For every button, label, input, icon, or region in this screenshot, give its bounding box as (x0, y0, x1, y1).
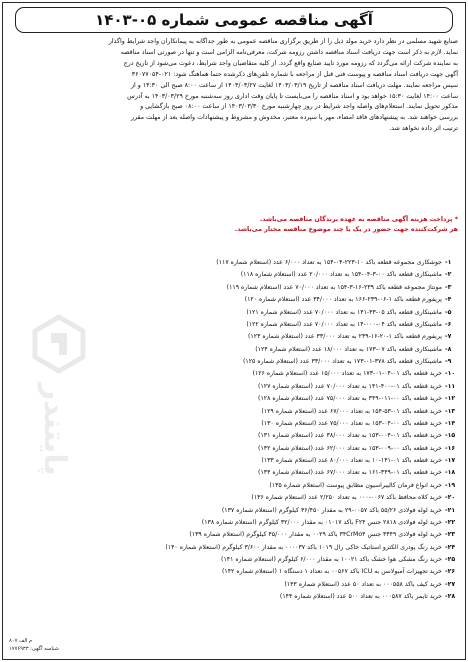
tender-item (73, 406, 457, 418)
tender-item (73, 294, 457, 306)
tender-notice-page (2, 2, 466, 660)
tender-item-number: ۱۷- (445, 457, 456, 464)
intro-line: ترتیب اثر داده نخواهد شد. (389, 125, 458, 133)
tender-item-text: خرید قطعه باکد ۰۰-۰۰۹-۱۵۳ به تعداد ۶۲/۰۰۰ عدد (استعلام شماره ۱۳۲) (258, 444, 442, 452)
intro-line: سپس مراجعه نمایند. مهلت دریافت اسناد مناقصه از تاریخ ۱۴۰۳/۰۳/۱۹ لغایت ۱۴۰۳/۰۳/۲۷ از ساعت ۸:۰۰ صبح الی ۱۴:۳۰ و از (130, 81, 458, 89)
tender-item-number: ۵- (445, 308, 452, 316)
tender-item-number: ۱۶- (445, 444, 456, 452)
note-cost: * پرداخت هزینه آگهی مناقصه به عهده برندگان مناقصه می‌باشد. (259, 216, 458, 223)
footer-ad-id: شناسه آگهی: ۱۷۷۶۹۳۳ (9, 646, 59, 652)
intro-paragraph (10, 37, 458, 135)
tender-item-text: خرید قطعه باکد ۰۰-۰۱۱-۳۴۹ به تعداد ۷۵/۰۰۰ عدد (استعلام شماره ۱۲۸) (258, 395, 442, 403)
tender-item-number: ۲- (445, 271, 452, 279)
tender-item-text: خرید رنگ پودری الکترو استاتیک خاکی رال ۱۰۱۹ باکد ۰۰۰۰۳۷ به مقدار ۳/۶۰۰ کیلوگرم (استعلام شماره ۱۴۰) (165, 543, 442, 551)
tender-item-text: خرید رنگ مشکی هوا خشک باکد ۱۰۰۲۱ به مقدار ۶/۰۰۰ کیلوگرم (استعلام شماره ۱۴۱) (221, 556, 442, 563)
tender-item-text: خرید لوله فولادی ۳۴۴۹ جنس ۳۴CrMo۴ باکد ۰۰۲۹ به مقدار ۴۵/۰۰۰ کیلوگرم (استعلام شماره ۱۳۹) (189, 531, 442, 539)
tender-item-number: ۱۵- (445, 432, 456, 440)
notice-title-box (15, 7, 453, 33)
tender-item-number: ۱۴- (445, 419, 456, 427)
tender-item-text: خرید تایمر باکد ۰۰۰۵۸۷ به تعداد ۵۰۰ عدد (استعلام شماره ۱۴۴) (279, 593, 442, 601)
notice-title: آگهی مناقصه عمومی شماره ۰۵-۱۴۰۳ (95, 11, 373, 29)
tender-item (73, 467, 457, 479)
tender-item-number: ۲۵- (445, 556, 456, 563)
tender-item (73, 455, 457, 467)
footer-ref-number: م الف ۸۰۷ (9, 638, 33, 644)
tender-item (73, 430, 457, 442)
tender-item-text: خرید لوله فولادی ۲۸۱۸ جنس F۲۴ باکد ۰۱۰۱۷ به مقدار ۳۲/۰۰۰ کیلوگرم (استعلام شماره ۱۳۸) (201, 518, 442, 526)
tender-item-number: ۲۶- (445, 568, 456, 576)
tender-item-number: ۲۸- (445, 593, 456, 601)
tender-item-text: خرید قطعه باکد ۰۱-۵۳-۱۵۴ به تعداد ۶۷/۰۰۰ عدد (استعلام شماره ۱۲۹) (261, 407, 442, 415)
tender-item-number: ۲۲- (445, 518, 456, 526)
tender-item-text: ماشینکاری قطعه باکد ۰۴-۰۰۰-۱۴ به تعداد ۷۰/۰۰۰ عدد (استعلام شماره ۱۲۲) (246, 320, 442, 328)
tender-item-text: خرید قطعه باکد ۰۱-۱۴۱-۱۰ به تعداد ۸۰/۰۰۰ عدد (استعلام شماره ۱۳۳) (261, 457, 442, 464)
tender-item-text: خرید انواع فرمان کالیبراسیون مطابق پیوست (استعلام شماره ۱۳۵) (269, 481, 442, 489)
intro-line: صنایع شهید مسلمی در نظر دارد خرید مولد ذیل را از طریق برگزاری مناقصه عمومی به طور جداگانه به پیمانکاران واجد شرایط واگذار (108, 38, 458, 45)
tender-item-text: ماشینکاری قطعه باکد ۰۵-۳۳-۱۴۱ به تعداد ۷۰/۰۰۰ عدد (استعلام شماره ۱۲۱) (246, 308, 442, 316)
intro-line: بررسی خواهند شد. به پیشنهادهای فاقد امضاء، مهر یا سپرده معتبر، مخدوش و مشروط و پیشنهادات واصله بعد از مهلت مقرر (130, 114, 458, 122)
tender-item-number: ۱- (445, 259, 452, 266)
intro-line: ساعت ۱۴:۰۰ لغایت ۱۵:۳۰ خواهد بود و اسناد مناقصه را می‌بایست تا پایان وقت اداری روز سه‌شنبه مورخ ۱۴۰۳/۰۳/۲۹ به آدرس (127, 92, 458, 100)
watermark-text: پایتندر (37, 383, 72, 476)
notes (10, 215, 458, 236)
tender-item-number: ۲۱- (445, 506, 456, 514)
tender-item-text: خرید قطعه باکد ۰۰-۰۴-۱۵۳ به تعداد ۷۵/۰۰۰ عدد (استعلام شماره ۱۳۰) (261, 419, 442, 427)
tender-item-text: خرید قطعه باکد ۰۱-۳۴۹-۱۶۱ به تعداد ۶۷/۰۰۰ عدد (استعلام شماره ۱۳۴) (258, 469, 442, 477)
tender-item (73, 393, 457, 405)
tender-item-text: جوشکاری مجموعه قطعه باکد ۱۰-۲۲۳-۰۴-۱۵۴ به تعداد ۶/۰۰۰ عدد (استعلام شماره ۱۱۷) (216, 259, 442, 266)
tender-item-text: پریفورم قطعه باکد ۱-۲۰-۱۶-۲۳۹ به تعداد ۳۳/۰۰۰ عدد (استعلام شماره ۱۲۳) (248, 333, 442, 341)
note-participation: هر شرکت‌کننده جهت حضور در یک یا چند موضوع مناقصه مختار می‌باشد. (234, 226, 458, 234)
tender-item (73, 505, 457, 517)
tender-item-number: ۴- (445, 296, 452, 304)
tender-item (73, 517, 457, 529)
notice-footer (9, 637, 59, 653)
tender-item (73, 381, 457, 393)
tender-item-text: خرید کیف باکد ۰۰۰۵۵۸ به تعداد ۵۰ عدد (استعلام شماره ۱۴۳) (284, 580, 442, 588)
tender-item-number: ۱۱- (445, 382, 456, 390)
tender-item (73, 566, 457, 578)
tender-item (73, 591, 457, 603)
tender-item-text: خرید قطعه باکد ۰۱-۴۰۰-۱۴۱ به تعداد ۷۰/۰۰۰ عدد (استعلام شماره ۱۲۷) (258, 382, 442, 390)
tender-item-text: خرید لوله فولادی ۵۵/۲۶ باکد ۰۰۵۷-۲۹ به مقدار ۳۶/۴۵۰ کیلوگرم (استعلام شماره ۱۳۷) (221, 506, 442, 514)
tender-item-text: ماشینکاری قطعه باکد ۰۰-۳-۰۴-۱۵۴ به تعداد ۲۰/۰۰۰ عدد (استعلام شماره ۱۱۸) (240, 271, 442, 279)
tender-item (73, 368, 457, 380)
tender-item (73, 418, 457, 430)
tender-item (73, 269, 457, 281)
intro-line: مذکور تحویل نمایند. استعلام‌های واصله واجد شرایط در روز چهارشنبه مورخ ۱۴۰۳/۰۳/۳۰ از ساعت ۰۸:۰۰ صبح بازگشایی و (140, 103, 458, 111)
tender-item-text: خرید قطعه باکد ۰۱-۰۰۴-۱۵۳ به تعداد ۳۸/۰۰۰ عدد (استعلام شماره ۱۳۱) (258, 432, 442, 440)
tender-item (73, 307, 457, 319)
intro-line: آگهی جهت دریافت اسناد مناقصه و پیوست فنی قبل از مراجعه با شماره تلفن‌های ذکرشده حتما هماهنگ شود: ۰۲۱-۳۶۰۷۷۰۵۴ (131, 70, 458, 78)
intro-line: نماید. لازم به ذکر است جهت دریافت اسناد مناقصه داشتن رزومه شرکت، معرفی‌نامه الزامی است و تنها در صورتی اسناد مناقصه (120, 48, 458, 56)
tender-item-text: خرید کلاه محافظ باکد ۰۰۶۷-۰۰۰ به تعداد ۲/۲۵۰ عدد (استعلام شماره ۱۳۶) (251, 494, 442, 502)
tender-item (73, 579, 457, 591)
tender-item-text: ماشینکاری قطعه باکد ۰۷-۱۷۳ به تعداد ۱۸/۰۰۰ عدد (استعلام شماره ۱۲۴) (255, 345, 442, 353)
tender-item-number: ۹- (445, 358, 452, 365)
tender-item-text: پریفورم قطعه باکد ۱-۰۶-۲۳۹-۱۶۶ به تعداد ۳۴/۰۰۰ عدد (استعلام شماره ۱۲۰) (244, 296, 442, 304)
tender-item (73, 492, 457, 504)
intro-line: به نماینده شرکت ارائه می‌گردد که رزومه مورد تایید صنایع واقع گردد. از کلیه متقاضیان واجد شرایط، دعوت می‌شود از تاریخ درج (123, 59, 458, 67)
tender-item-number: ۷- (445, 333, 452, 341)
tender-item-number: ۲۳- (445, 531, 456, 539)
tender-item-text: ماشینکاری قطعه باکد ۳۷۸-۰۱-۱۷۳ به تعداد ۳۳/۰۰۰ عدد (استعلام شماره ۱۲۵) (242, 358, 442, 365)
tender-item (73, 356, 457, 368)
tender-item (73, 554, 457, 566)
tender-item (73, 331, 457, 343)
tender-item-number: ۱۲- (445, 395, 456, 403)
tender-item-text: خرید تجهیزات آمبولانس به ICU باکد ۰۰۵۶۷ به تعداد ۱ دستگاه ۱ (استعلام شماره ۱۴۲) (221, 568, 442, 576)
tender-item-number: ۲۰- (445, 494, 456, 502)
tender-item-text: خرید قطعه باکد ۰۱-۰۴-۰۱-۱۷۳ به تعداد ۱۵/۰۰۰ عدد (استعلام شماره ۱۲۶) (252, 370, 442, 378)
tender-item (73, 282, 457, 294)
tender-item-number: ۲۴- (445, 543, 456, 551)
tender-item (73, 319, 457, 331)
tender-items-list (73, 257, 457, 604)
tender-item (73, 480, 457, 492)
tender-item-number: ۳- (445, 283, 452, 291)
tender-item-number: ۶- (445, 320, 452, 328)
tender-item-text: مونتاژ مجموعه قطعه باکد ۲۳۹-۱۶-۳-۱۵۴ به تعداد ۷۰/۰۰۰ عدد (استعلام شماره ۱۱۹) (226, 283, 442, 291)
tender-item-number: ۲۷- (445, 580, 456, 588)
tender-item-number: ۱۳- (445, 407, 456, 415)
tender-item (73, 257, 457, 269)
tender-item-number: ۱۸- (445, 469, 456, 477)
tender-item-number: ۸- (445, 345, 452, 353)
tender-item-number: ۱۹- (445, 481, 456, 489)
tender-item (73, 529, 457, 541)
tender-item (73, 542, 457, 554)
tender-item (73, 443, 457, 455)
tender-item (73, 344, 457, 356)
tender-item-number: ۱۰- (445, 370, 456, 378)
